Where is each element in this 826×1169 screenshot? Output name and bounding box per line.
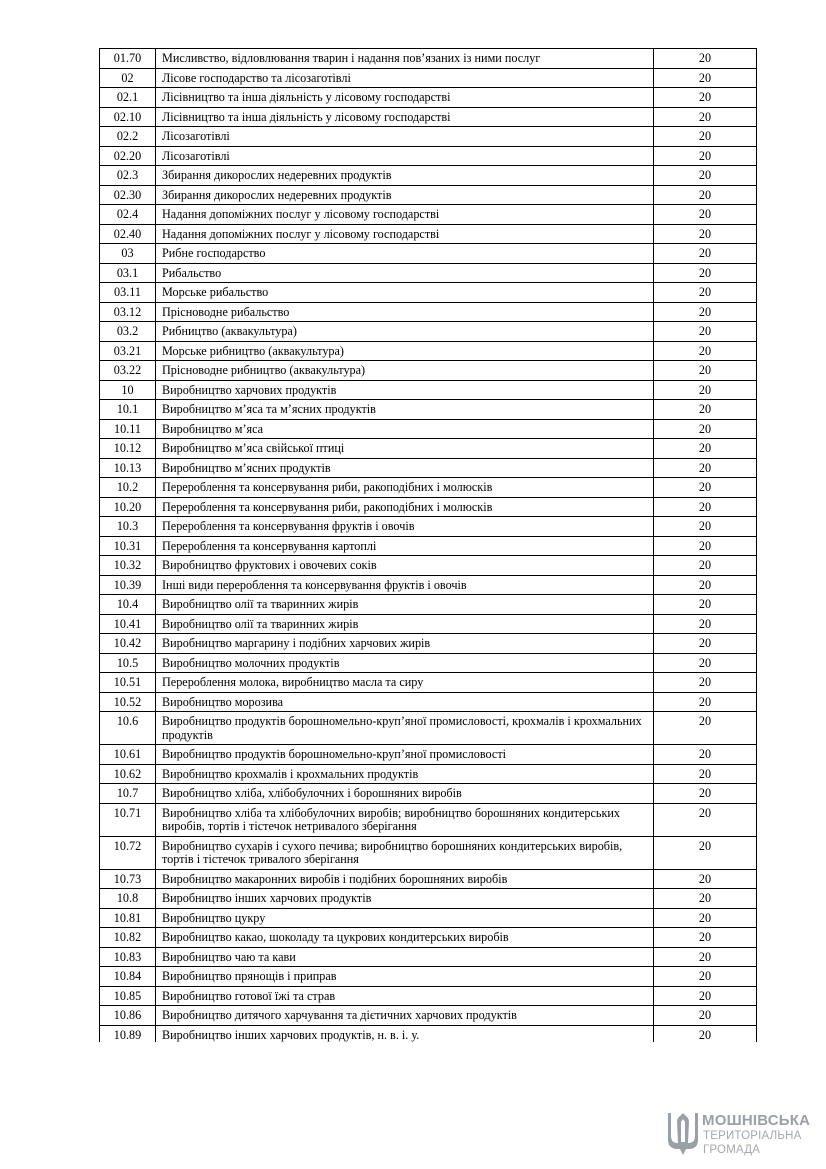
activity-name-cell: Виробництво м’ясних продуктів <box>156 458 654 478</box>
table-row <box>100 928 757 948</box>
activity-code-cell: 03.22 <box>100 361 156 381</box>
table-row <box>100 146 757 166</box>
activity-name-cell: Перероблення молока, виробництво масла та сиру <box>156 673 654 693</box>
tax-rate-cell: 20 <box>654 517 757 537</box>
activity-name-cell: Виробництво крохмалів і крохмальних продуктів <box>156 764 654 784</box>
table-row <box>100 361 757 381</box>
table-row <box>100 244 757 264</box>
activity-name-cell: Виробництво харчових продуктів <box>156 380 654 400</box>
activity-name-cell: Прісноводне рибництво (аквакультура) <box>156 361 654 381</box>
tax-rate-cell: 20 <box>654 947 757 967</box>
community-logo <box>664 1108 814 1164</box>
table-row <box>100 803 757 836</box>
table-row <box>100 889 757 909</box>
activity-code-cell: 10 <box>100 380 156 400</box>
activity-name-cell: Надання допоміжних послуг у лісовому господарстві <box>156 205 654 225</box>
tax-rate-cell: 20 <box>654 986 757 1006</box>
activity-code-cell: 10.89 <box>100 1025 156 1042</box>
tax-rate-cell: 20 <box>654 244 757 264</box>
activity-name-cell: Виробництво сухарів і сухого печива; виробництво борошняних кондитерських виробів, тортів і тістечок тривалого зберігання <box>156 836 654 869</box>
tax-rate-cell: 20 <box>654 764 757 784</box>
activity-name-cell: Виробництво готової їжі та страв <box>156 986 654 1006</box>
activity-name-cell: Виробництво продуктів борошномельно-круп’яної промисловості, крохмалів і крохмальних продуктів <box>156 712 654 745</box>
activity-name-cell: Виробництво какао, шоколаду та цукрових кондитерських виробів <box>156 928 654 948</box>
activity-code-cell: 10.85 <box>100 986 156 1006</box>
tax-rate-cell: 20 <box>654 127 757 147</box>
tax-rate-cell: 20 <box>654 185 757 205</box>
tax-rate-cell: 20 <box>654 88 757 108</box>
tax-rate-cell: 20 <box>654 146 757 166</box>
activity-code-cell: 10.6 <box>100 712 156 745</box>
activity-name-cell: Виробництво хліба, хлібобулочних і борошняних виробів <box>156 784 654 804</box>
tax-rate-cell: 20 <box>654 967 757 987</box>
tax-rate-cell: 20 <box>654 224 757 244</box>
activity-code-cell: 10.73 <box>100 869 156 889</box>
tax-rate-cell: 20 <box>654 556 757 576</box>
tax-rate-cell: 20 <box>654 536 757 556</box>
activity-name-cell: Морське рибництво (аквакультура) <box>156 341 654 361</box>
tax-rate-cell: 20 <box>654 692 757 712</box>
activity-name-cell: Рибальство <box>156 263 654 283</box>
activity-name-cell: Виробництво макаронних виробів і подібних борошняних виробів <box>156 869 654 889</box>
tax-rate-cell: 20 <box>654 263 757 283</box>
table-row <box>100 224 757 244</box>
tax-rate-cell: 20 <box>654 712 757 745</box>
activity-name-cell: Виробництво інших харчових продуктів <box>156 889 654 909</box>
tax-rate-cell: 20 <box>654 784 757 804</box>
table-row <box>100 536 757 556</box>
table-row <box>100 497 757 517</box>
activity-name-cell: Виробництво олії та тваринних жирів <box>156 614 654 634</box>
activity-name-cell: Лісозаготівлі <box>156 146 654 166</box>
table-row <box>100 908 757 928</box>
activity-code-cell: 03.2 <box>100 322 156 342</box>
activity-code-cell: 02.30 <box>100 185 156 205</box>
tax-rate-cell: 20 <box>654 634 757 654</box>
activity-code-cell: 03.21 <box>100 341 156 361</box>
logo-subtitle-1: ТЕРИТОРІАЛЬНА <box>703 1130 802 1142</box>
tax-rate-cell: 20 <box>654 575 757 595</box>
activity-rates-table <box>99 48 757 1042</box>
activity-name-cell: Виробництво продуктів борошномельно-круп’яної промисловості <box>156 745 654 765</box>
tax-rate-cell: 20 <box>654 1006 757 1026</box>
tax-rate-cell: 20 <box>654 341 757 361</box>
table-row <box>100 745 757 765</box>
table-row <box>100 68 757 88</box>
activity-name-cell: Виробництво маргарину і подібних харчових жирів <box>156 634 654 654</box>
activity-name-cell: Виробництво цукру <box>156 908 654 928</box>
table-row <box>100 380 757 400</box>
logo-title: МОШНІВСЬКА <box>702 1112 811 1129</box>
activity-name-cell: Виробництво дитячого харчування та дієтичних харчових продуктів <box>156 1006 654 1026</box>
table-row <box>100 692 757 712</box>
table-row <box>100 986 757 1006</box>
table-row <box>100 784 757 804</box>
activity-name-cell: Виробництво олії та тваринних жирів <box>156 595 654 615</box>
tax-rate-cell: 20 <box>654 419 757 439</box>
activity-code-cell: 10.7 <box>100 784 156 804</box>
table-row <box>100 556 757 576</box>
activity-name-cell: Рибне господарство <box>156 244 654 264</box>
tax-rate-cell: 20 <box>654 283 757 303</box>
activity-code-cell: 10.62 <box>100 764 156 784</box>
tax-rate-cell: 20 <box>654 322 757 342</box>
tax-rate-cell: 20 <box>654 673 757 693</box>
activity-code-cell: 10.31 <box>100 536 156 556</box>
activity-code-cell: 10.8 <box>100 889 156 909</box>
table-row <box>100 614 757 634</box>
table-row <box>100 322 757 342</box>
table-row <box>100 517 757 537</box>
activity-code-cell: 10.32 <box>100 556 156 576</box>
activity-code-cell: 10.13 <box>100 458 156 478</box>
activity-name-cell: Виробництво фруктових і овочевих соків <box>156 556 654 576</box>
table-row <box>100 127 757 147</box>
activity-name-cell: Виробництво м’яса свійської птиці <box>156 439 654 459</box>
tax-rate-cell: 20 <box>654 49 757 69</box>
activity-code-cell: 10.1 <box>100 400 156 420</box>
activity-code-cell: 10.84 <box>100 967 156 987</box>
tax-rate-cell: 20 <box>654 836 757 869</box>
activity-name-cell: Лісівництво та інша діяльність у лісовому господарстві <box>156 88 654 108</box>
tax-rate-cell: 20 <box>654 439 757 459</box>
table-row <box>100 712 757 745</box>
activity-code-cell: 02.4 <box>100 205 156 225</box>
activity-name-cell: Виробництво м’яса <box>156 419 654 439</box>
activity-name-cell: Виробництво хліба та хлібобулочних виробів; виробництво борошняних кондитерських виробів, тортів і тістечок нетривалого зберігання <box>156 803 654 836</box>
activity-name-cell: Збирання дикорослих недеревних продуктів <box>156 166 654 186</box>
tax-rate-cell: 20 <box>654 889 757 909</box>
table-row <box>100 869 757 889</box>
table-row <box>100 88 757 108</box>
tax-rate-cell: 20 <box>654 869 757 889</box>
table-row <box>100 1006 757 1026</box>
table-row <box>100 400 757 420</box>
tax-rate-cell: 20 <box>654 361 757 381</box>
activity-name-cell: Прісноводне рибальство <box>156 302 654 322</box>
tax-rate-cell: 20 <box>654 205 757 225</box>
activity-code-cell: 10.5 <box>100 653 156 673</box>
table-row <box>100 302 757 322</box>
activity-code-cell: 10.82 <box>100 928 156 948</box>
activity-name-cell: Виробництво морозива <box>156 692 654 712</box>
activity-code-cell: 10.12 <box>100 439 156 459</box>
activity-code-cell: 10.51 <box>100 673 156 693</box>
activity-name-cell: Перероблення та консервування фруктів і овочів <box>156 517 654 537</box>
activity-code-cell: 10.11 <box>100 419 156 439</box>
activity-name-cell: Лісівництво та інша діяльність у лісовому господарстві <box>156 107 654 127</box>
table-row <box>100 341 757 361</box>
tax-rate-cell: 20 <box>654 595 757 615</box>
table-row <box>100 283 757 303</box>
table-row <box>100 185 757 205</box>
table-row <box>100 634 757 654</box>
activity-code-cell: 03 <box>100 244 156 264</box>
tax-rate-cell: 20 <box>654 745 757 765</box>
activity-name-cell: Надання допоміжних послуг у лісовому господарстві <box>156 224 654 244</box>
tax-rate-cell: 20 <box>654 908 757 928</box>
activity-name-cell: Мисливство, відловлювання тварин і надання пов’язаних із ними послуг <box>156 49 654 69</box>
activity-name-cell: Збирання дикорослих недеревних продуктів <box>156 185 654 205</box>
table-row <box>100 263 757 283</box>
tax-rate-cell: 20 <box>654 653 757 673</box>
activity-code-cell: 10.72 <box>100 836 156 869</box>
activity-code-cell: 03.12 <box>100 302 156 322</box>
activity-name-cell: Інші види перероблення та консервування фруктів і овочів <box>156 575 654 595</box>
table-row <box>100 653 757 673</box>
activity-code-cell: 10.4 <box>100 595 156 615</box>
tax-rate-cell: 20 <box>654 400 757 420</box>
table-row <box>100 673 757 693</box>
table-row <box>100 478 757 498</box>
activity-name-cell: Морське рибальство <box>156 283 654 303</box>
table-row <box>100 205 757 225</box>
table-row <box>100 575 757 595</box>
tax-rate-cell: 20 <box>654 302 757 322</box>
logo-subtitle-2: ГРОМАДА <box>703 1144 761 1156</box>
tax-rate-cell: 20 <box>654 614 757 634</box>
activity-code-cell: 10.41 <box>100 614 156 634</box>
activity-name-cell: Перероблення та консервування картоплі <box>156 536 654 556</box>
activity-code-cell: 02.3 <box>100 166 156 186</box>
table-row <box>100 439 757 459</box>
table-row <box>100 166 757 186</box>
activity-name-cell: Перероблення та консервування риби, ракоподібних і молюсків <box>156 478 654 498</box>
activity-code-cell: 01.70 <box>100 49 156 69</box>
tax-rate-cell: 20 <box>654 497 757 517</box>
table-row <box>100 595 757 615</box>
tax-rate-cell: 20 <box>654 380 757 400</box>
activity-code-cell: 03.1 <box>100 263 156 283</box>
activity-code-cell: 10.86 <box>100 1006 156 1026</box>
table-row <box>100 764 757 784</box>
activity-code-cell: 10.83 <box>100 947 156 967</box>
activity-code-cell: 10.42 <box>100 634 156 654</box>
tax-rate-cell: 20 <box>654 1025 757 1042</box>
table-row <box>100 458 757 478</box>
activity-code-cell: 03.11 <box>100 283 156 303</box>
tax-rate-cell: 20 <box>654 68 757 88</box>
table-row <box>100 947 757 967</box>
table-row <box>100 107 757 127</box>
activity-code-cell: 10.52 <box>100 692 156 712</box>
activity-code-cell: 10.81 <box>100 908 156 928</box>
activity-code-cell: 10.61 <box>100 745 156 765</box>
activity-name-cell: Виробництво молочних продуктів <box>156 653 654 673</box>
activity-code-cell: 10.71 <box>100 803 156 836</box>
table-body <box>100 49 757 1043</box>
activity-code-cell: 10.2 <box>100 478 156 498</box>
activity-code-cell: 02.40 <box>100 224 156 244</box>
tax-rate-cell: 20 <box>654 928 757 948</box>
activity-name-cell: Виробництво м’яса та м’ясних продуктів <box>156 400 654 420</box>
activity-code-cell: 02.1 <box>100 88 156 108</box>
tax-rate-cell: 20 <box>654 478 757 498</box>
activity-code-cell: 02 <box>100 68 156 88</box>
activity-code-cell: 02.2 <box>100 127 156 147</box>
table-row <box>100 49 757 69</box>
activity-name-cell: Лісове господарство та лісозаготівлі <box>156 68 654 88</box>
tax-rate-cell: 20 <box>654 166 757 186</box>
activity-code-cell: 10.20 <box>100 497 156 517</box>
activity-code-cell: 10.3 <box>100 517 156 537</box>
tax-rate-cell: 20 <box>654 107 757 127</box>
activity-code-cell: 10.39 <box>100 575 156 595</box>
activity-code-cell: 02.10 <box>100 107 156 127</box>
table-row <box>100 419 757 439</box>
table-row <box>100 836 757 869</box>
activity-name-cell: Виробництво чаю та кави <box>156 947 654 967</box>
tax-rate-cell: 20 <box>654 458 757 478</box>
table-row <box>100 967 757 987</box>
table-row <box>100 1025 757 1042</box>
trident-icon <box>664 1110 702 1158</box>
activity-name-cell: Перероблення та консервування риби, ракоподібних і молюсків <box>156 497 654 517</box>
activity-name-cell: Лісозаготівлі <box>156 127 654 147</box>
tax-rate-cell: 20 <box>654 803 757 836</box>
activity-name-cell: Виробництво інших харчових продуктів, н. в. і. у. <box>156 1025 654 1042</box>
activity-name-cell: Виробництво прянощів і приправ <box>156 967 654 987</box>
activity-name-cell: Рибництво (аквакультура) <box>156 322 654 342</box>
activity-code-cell: 02.20 <box>100 146 156 166</box>
